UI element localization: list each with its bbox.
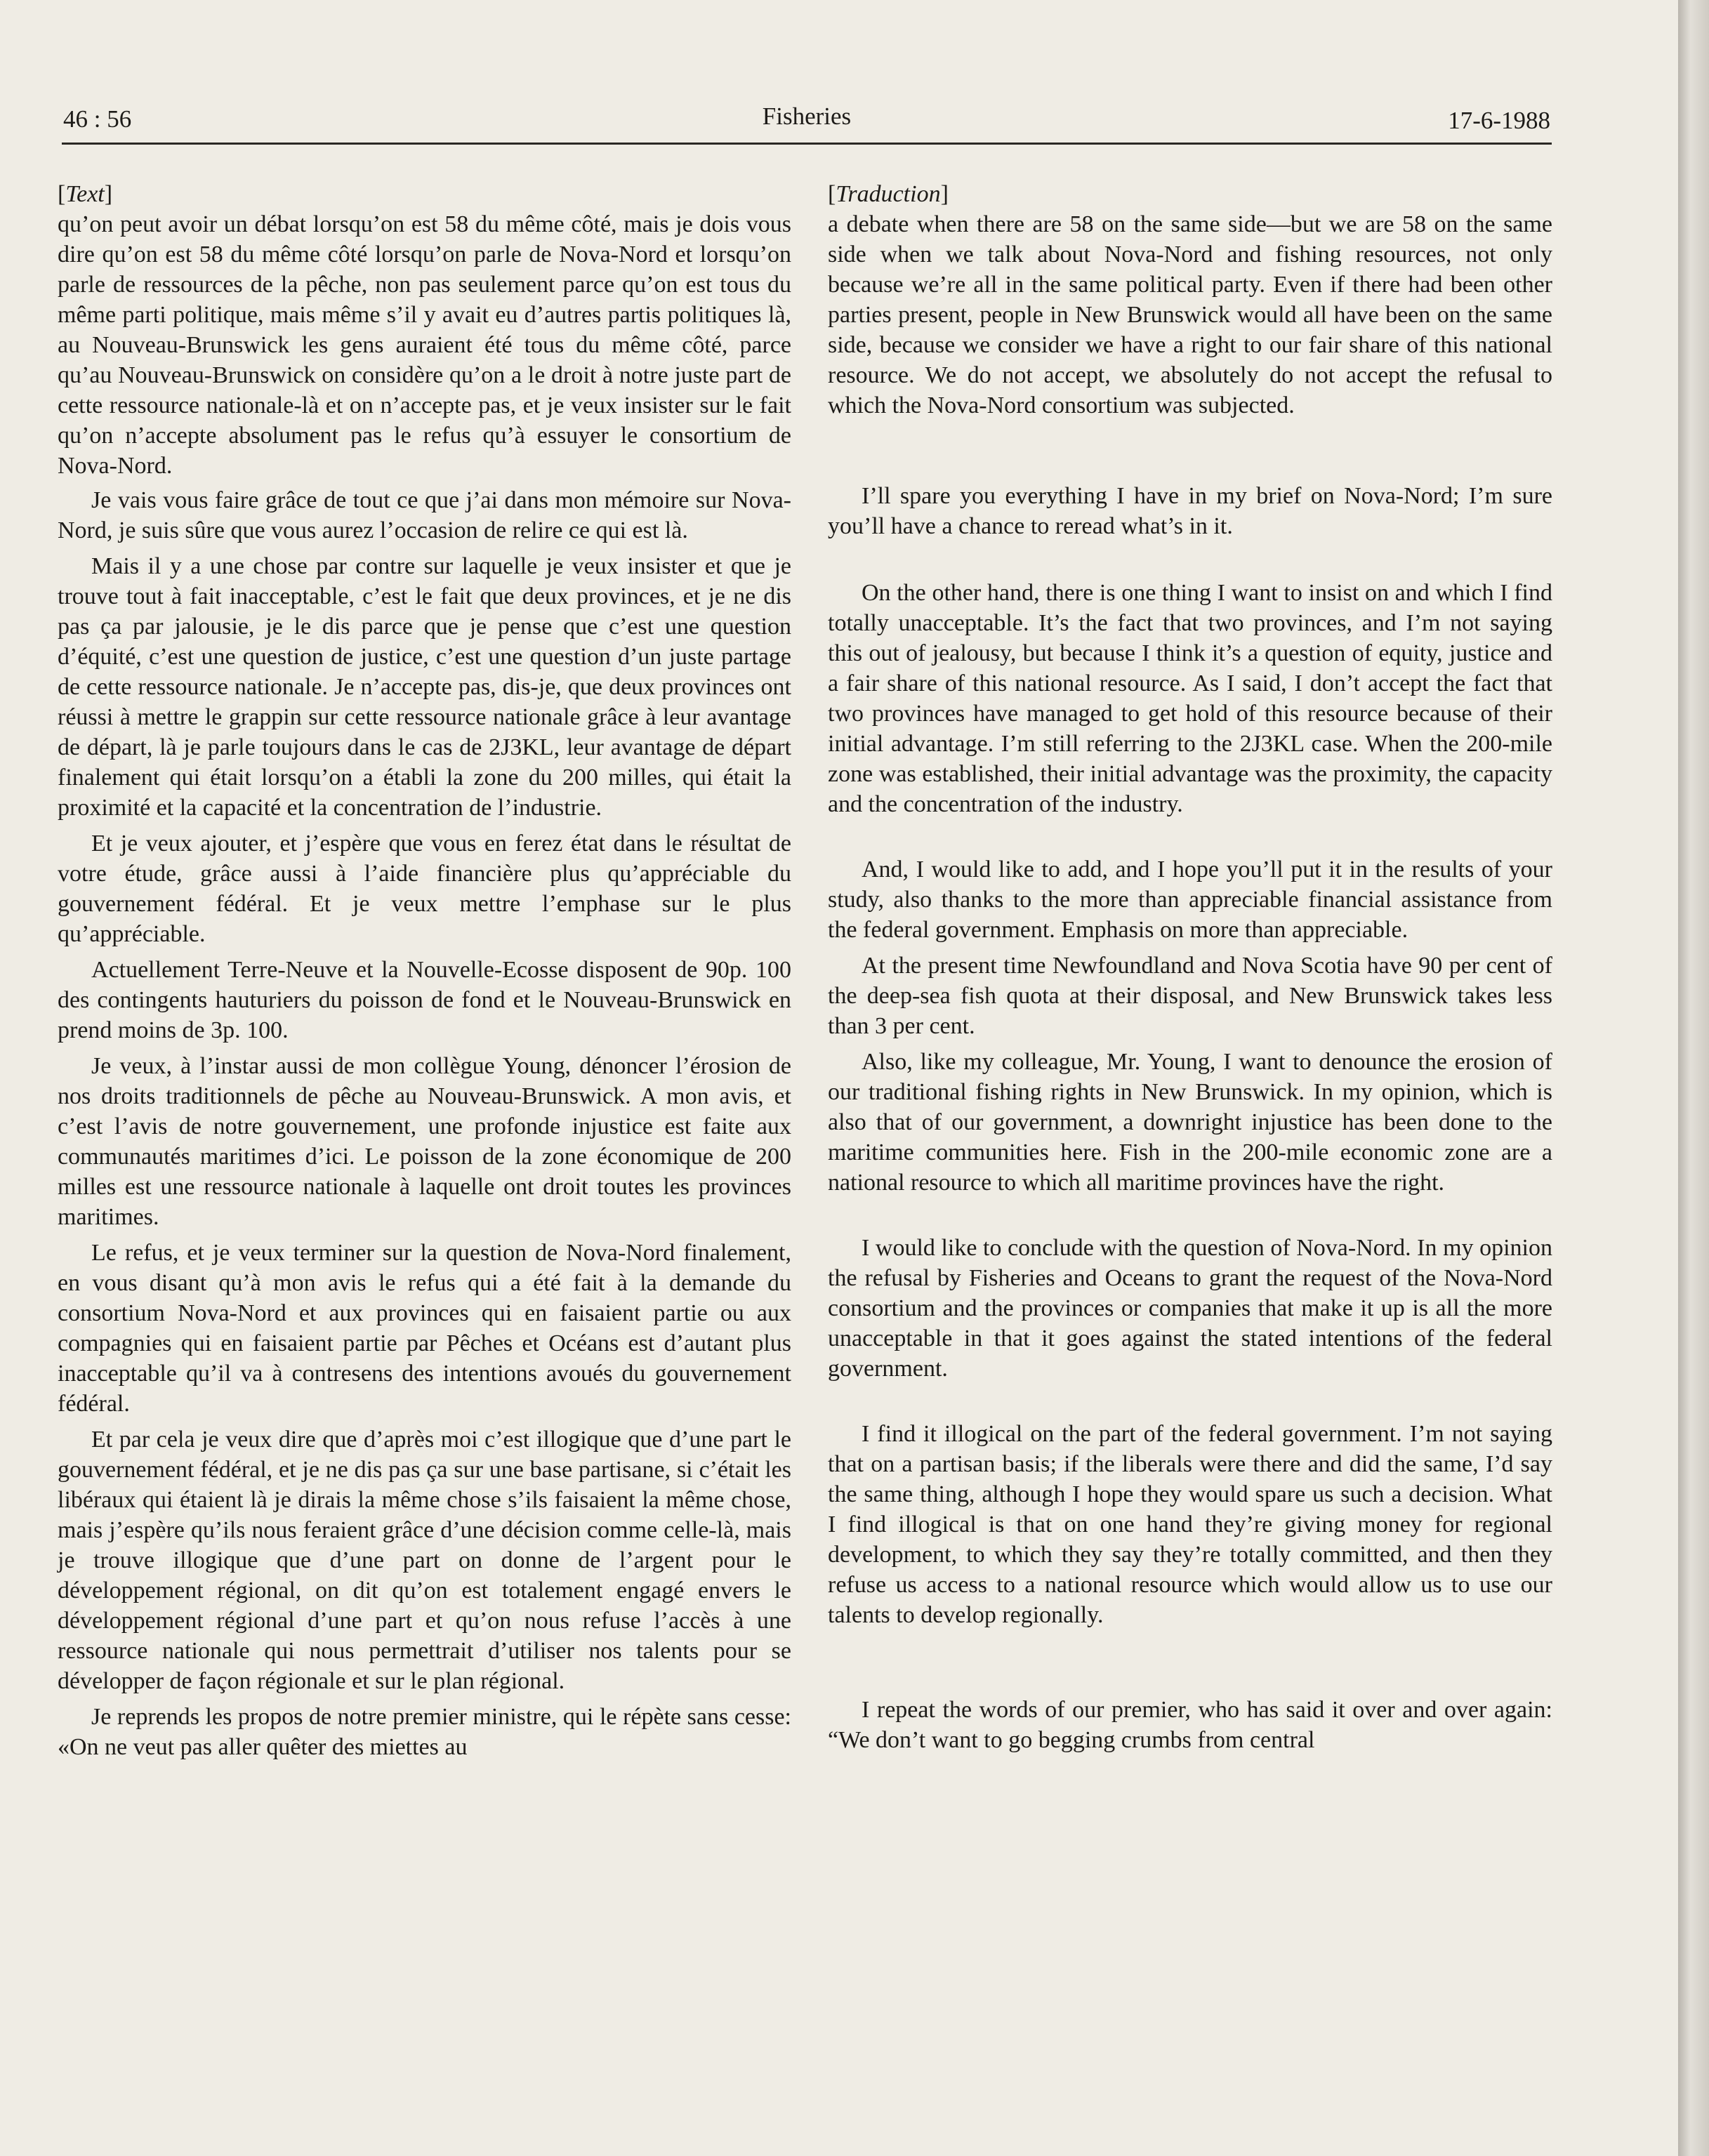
- fr-paragraph-9: Je reprends les propos de notre premier ministre, qui le répète sans cesse: «On ne veut pas aller quêter des miettes au: [58, 1704, 791, 1760]
- header-rule: [62, 143, 1552, 145]
- fr-paragraph-2: Je vais vous faire grâce de tout ce que j’ai dans mon mémoire sur Nova-Nord, je suis sûre que vous aurez l’occasion de relire ce qui est là.: [58, 487, 791, 543]
- french-column: [58, 179, 791, 1762]
- running-title: Fisheries: [762, 102, 852, 130]
- fr-paragraph-4: Et je veux ajouter, et j’espère que vous en ferez état dans le résultat de votre étude, grâce aussi à l’aide financière plus qu’appréciable du gouvernement fédéral. Et je veux mettre l’emphase sur le plus qu’appréciable.: [58, 831, 791, 947]
- en-paragraph-5: At the present time Newfoundland and Nova Scotia have 90 per cent of the deep-sea fish quota at their disposal, and New Brunswick takes less than 3 per cent.: [828, 953, 1552, 1039]
- page-date: 17-6-1988: [1448, 107, 1550, 134]
- en-paragraph-6: Also, like my colleague, Mr. Young, I want to denounce the erosion of our traditional fishing rights in New Brunswick. In my opinion, which is also that of our government, a downright injustice has been done to the maritime communities here. Fish in the 200-mile economic zone are a national resource to which all maritime provinces have the right.: [828, 1049, 1552, 1196]
- en-paragraph-8: I find it illogical on the part of the federal government. I’m not saying that on a partisan basis; if the liberals were there and did the same, I’d say the same thing, although I hope they would spare us such a decision. What I find illogical is that on one hand they’re giving money for regional development, to which they say they’re totally committed, and then they refuse us access to a national resource which would allow us to use our talents to develop regionally.: [828, 1421, 1552, 1628]
- en-paragraph-9: I repeat the words of our premier, who has said it over and over again: “We don’t want to go begging crumbs from central: [828, 1697, 1552, 1753]
- page-number: 46 : 56: [63, 105, 132, 133]
- fr-paragraph-3: Mais il y a une chose par contre sur laquelle je veux insister et que je trouve tout à fait inacceptable, c’est le fait que deux provinces, et je ne dis pas ça par jalousie, je le dis parce que je pense que c’est une question d’équité, c’est une question de justice, c’est une question d’un juste partage de cette ressource nationale. Je n’accepte pas, dis-je, que deux provinces ont réussi à mettre le grappin sur cette ressource nationale grâce à leur avantage de départ, là je parle toujours dans le cas de 2J3KL, leur avantage de départ finalement qui était lorsqu’on a établi la zone du 200 milles, qui était la proximité et la capacité et la concentration de l’industrie.: [58, 553, 791, 821]
- fr-paragraph-7: Le refus, et je veux terminer sur la question de Nova-Nord finalement, en vous disant qu’à mon avis le refus qui a été fait à la demande du consortium Nova-Nord et aux provinces qui en faisaient partie ou aux compagnies qui en faisaient partie par Pêches et Océans est d’autant plus inacceptable qu’il va à contresens des intentions avoués du gouvernement fédéral.: [58, 1240, 791, 1417]
- page-header: [63, 102, 1550, 145]
- column-label-traduction: [Traduction]: [828, 181, 949, 207]
- fr-paragraph-1: qu’on peut avoir un débat lorsqu’on est 58 du même côté, mais je dois vous dire qu’on est 58 du même côté lorsqu’on parle de Nova-Nord et lorsqu’on parle de ressources de la pêche, non pas seulement parce qu’on est tous du même parti politique, mais même s’il y avait eu d’autres partis politiques là, au Nouveau-Brunswick les gens auraient été tous du même côté, parce qu’au Nouveau-Brunswick on considère qu’on a le droit à notre juste part de cette ressource nationale-là et on n’accepte pas, et je veux insister sur le fait qu’on n’accepte absolument pas le refus qu’à essuyer le consortium de Nova-Nord.: [58, 211, 791, 479]
- en-paragraph-4: And, I would like to add, and I hope you’ll put it in the results of your study, also thanks to the more than appreciable financial assistance from the federal government. Emphasis on more than appreciable.: [828, 857, 1552, 943]
- en-paragraph-2: I’ll spare you everything I have in my brief on Nova-Nord; I’m sure you’ll have a chance to reread what’s in it.: [828, 483, 1552, 539]
- fr-paragraph-5: Actuellement Terre-Neuve et la Nouvelle-Ecosse disposent de 90p. 100 des contingents hauturiers du poisson de fond et le Nouveau-Brunswick en prend moins de 3p. 100.: [58, 957, 791, 1043]
- en-paragraph-7: I would like to conclude with the question of Nova-Nord. In my opinion the refusal by Fisheries and Oceans to grant the request of the Nova-Nord consortium and the provinces or companies that make it up is all the more unacceptable in that it goes against the stated intentions of the federal government.: [828, 1235, 1552, 1382]
- english-column: [828, 179, 1552, 1755]
- en-paragraph-3: On the other hand, there is one thing I want to insist on and which I find totally unacceptable. It’s the fact that two provinces, and I’m not saying this out of jealousy, but because I think it’s a question of equity, justice and a fair share of this national resource. As I said, I don’t accept the fact that two provinces have managed to get hold of this resource because of their initial advantage. I’m still referring to the 2J3KL case. When the 200-mile zone was established, their initial advantage was the proximity, the capacity and the concentration of the industry.: [828, 580, 1552, 817]
- en-paragraph-1: a debate when there are 58 on the same side—but we are 58 on the same side when we talk about Nova-Nord and fishing resources, not only because we’re all in the same political party. Even if there had been other parties present, people in New Brunswick would all have been on the same side, because we consider we have a right to our fair share of this national resource. We do not accept, we absolutely do not accept the refusal to which the Nova-Nord consortium was subjected.: [828, 211, 1552, 418]
- fr-paragraph-8: Et par cela je veux dire que d’après moi c’est illogique que d’une part le gouvernement fédéral, et je ne dis pas ça sur une base partisane, si c’était les libéraux qui étaient là je dirais la même chose s’ils faisaient la même chose, mais j’espère qu’ils nous feraient grâce d’une décision comme celle-là, mais je trouve illogique que d’une part on donne de l’argent pour le développement régional, on dit qu’on est totalement engagé envers le développement régional d’une part et qu’on nous refuse l’accès à une ressource nationale qui nous permettrait d’utiliser nos talents pour se développer de façon régionale et sur le plan régional.: [58, 1427, 791, 1694]
- fr-paragraph-6: Je veux, à l’instar aussi de mon collègue Young, dénoncer l’érosion de nos droits traditionnels de pêche au Nouveau-Brunswick. A mon avis, et c’est l’avis de notre gouvernement, une profonde injustice est faite aux communautés maritimes d’ici. Le poisson de la zone économique de 200 milles est une ressource nationale à laquelle ont droit toutes les provinces maritimes.: [58, 1053, 791, 1230]
- column-label-text: [Text]: [58, 181, 113, 207]
- page-edge: [1678, 0, 1709, 2156]
